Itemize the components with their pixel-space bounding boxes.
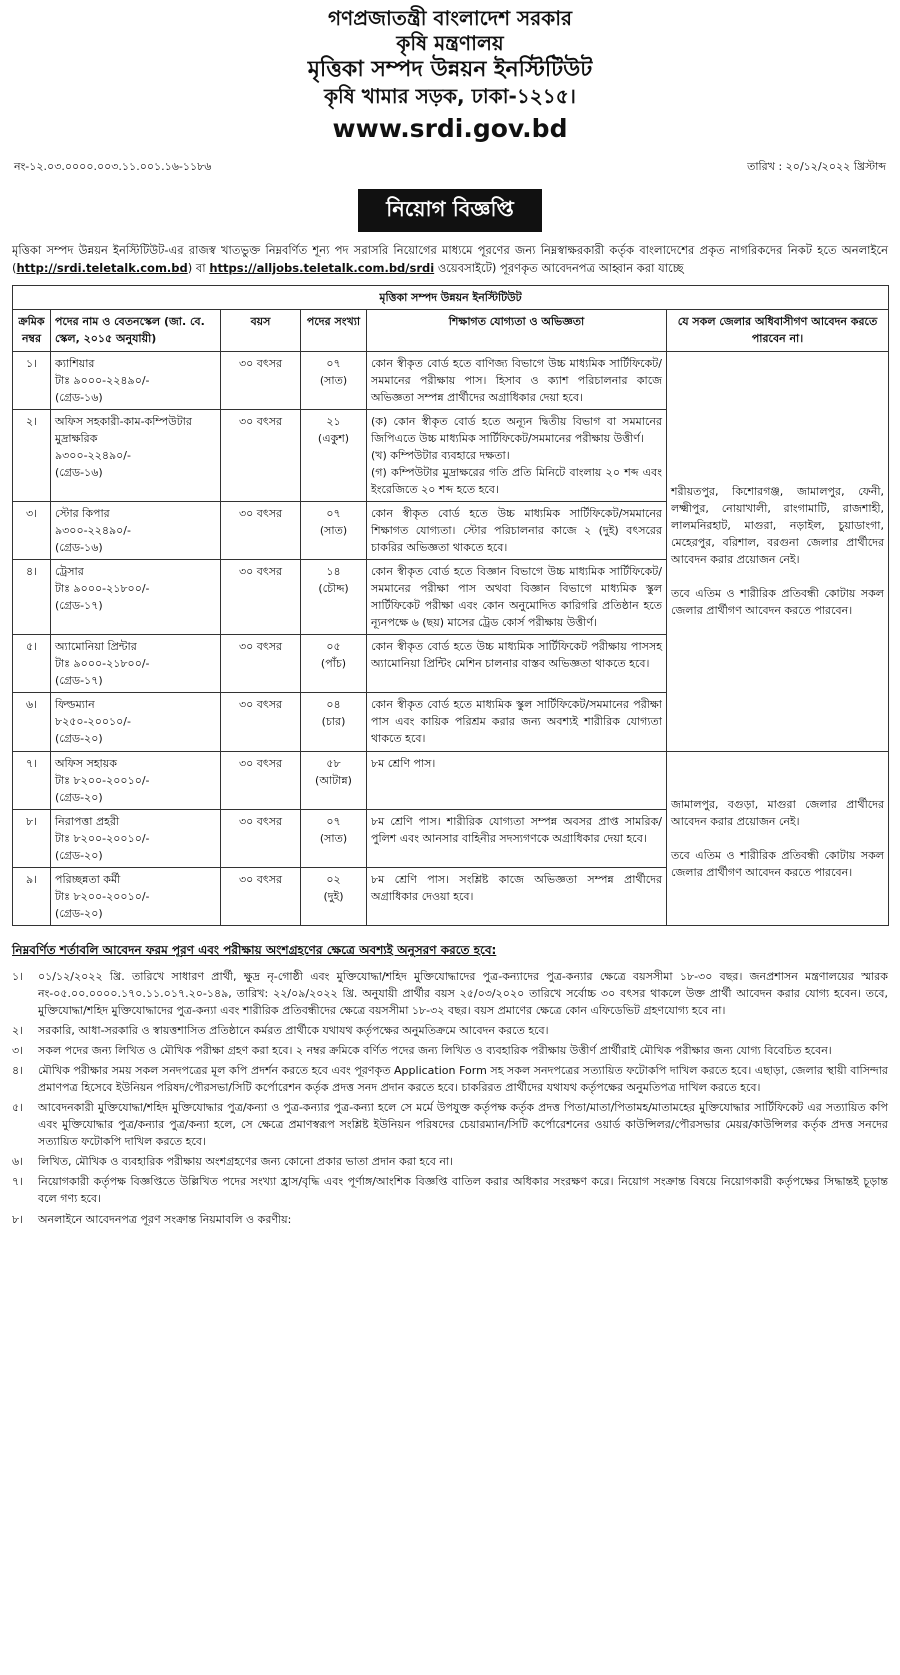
institute-website: www.srdi.gov.bd	[332, 113, 568, 143]
row-post: অফিস সহকারী-কাম-কম্পিউটার মুদ্রাক্ষরিক ৯৩০০-২২৪৯০/- (গ্রেড-১৬)	[51, 409, 221, 501]
row-count: ৫৮ (আটান্ন)	[301, 751, 367, 809]
intro-text-2: ) বা	[187, 260, 210, 275]
condition-text: সকল পদের জন্য লিখিত ও মৌখিক পরীক্ষা গ্রহণ করা হবে। ২ নম্বর ক্রমিকে বর্ণিত পদের জন্য লিখিত ও ব্যবহারিক পরীক্ষায় উত্তীর্ণ প্রার্থীরাই মৌখিক পরীক্ষার জন্য যোগ্য বিবেচিত হবেন।	[38, 1044, 832, 1058]
condition-item	[12, 1211, 888, 1228]
row-age: ৩০ বৎসর	[221, 693, 301, 751]
row-serial: ১।	[13, 351, 51, 409]
memo-number: নং-১২.০৩.০০০০.০০৩.১১.০০১.১৬-১১৮৬	[14, 159, 212, 173]
row-serial: ৯।	[13, 867, 51, 925]
row-qualification: কোন স্বীকৃত বোর্ড হতে উচ্চ মাধ্যমিক সার্টিফিকেট/সমমানের শিক্ষাগত যোগ্যতা। স্টোর পরিচালনার কাজে ২ (দুই) বৎসরের চাকরির অভিজ্ঞতা থাকতে হবে।	[367, 501, 667, 559]
row-qualification: ৮ম শ্রেণি পাস। সংশ্লিষ্ট কাজে অভিজ্ঞতা সম্পন্ন প্রার্থীদের অগ্রাধিকার দেওয়া হবে।	[367, 867, 667, 925]
condition-item	[12, 1173, 888, 1207]
condition-number: ৬।	[12, 1155, 24, 1169]
condition-number: ৩।	[12, 1044, 24, 1058]
row-qualification: কোন স্বীকৃত বোর্ড হতে উচ্চ মাধ্যমিক সার্টিফিকেট পরীক্ষায় পাসসহ অ্যামোনিয়া প্রিন্টিং মেশিন চালনার বাস্তব অভিজ্ঞতা থাকতে হবে।	[367, 635, 667, 693]
row-age: ৩০ বৎসর	[221, 409, 301, 501]
row-count: ০২ (দুই)	[301, 867, 367, 925]
condition-number: ৭।	[12, 1175, 24, 1189]
condition-text: সরকারি, আধা-সরকারি ও স্বায়ত্তশাসিত প্রতিষ্ঠানে কর্মরত প্রার্থীকে যথাযথ কর্তৃপক্ষের অনুমতিক্রমে আবেদন করতে হবে।	[38, 1024, 549, 1038]
row-count: ২১ (একুশ)	[301, 409, 367, 501]
row-count: ০৭ (সাত)	[301, 809, 367, 867]
row-serial: ২।	[13, 409, 51, 501]
govt-name: গণপ্রজাতন্ত্রী বাংলাদেশ সরকার	[328, 6, 572, 30]
intro-paragraph	[12, 242, 888, 278]
col-post: পদের নাম ও বেতনস্কেল (জা. বে. স্কেল, ২০১৫ অনুযায়ী)	[51, 310, 221, 351]
row-post: পরিচ্ছন্নতা কর্মী টাঃ ৮২০০-২০০১০/- (গ্রেড-২০)	[51, 867, 221, 925]
condition-item	[12, 1022, 888, 1039]
row-qualification: কোন স্বীকৃত বোর্ড হতে বাণিজ্য বিভাগে উচ্চ মাধ্যমিক সার্টিফিকেট/ সমমানের পরীক্ষায় পাস। হিসাব ও ক্যাশ পরিচালনার কাজে অভিজ্ঞতা সম্পন্ন প্রার্থীদের অগ্রাধিকার দেয়া হবে।	[367, 351, 667, 409]
condition-text: লিখিত, মৌখিক ও ব্যবহারিক পরীক্ষায় অংশগ্রহণের জন্য কোনো প্রকার ভাতা প্রদান করা হবে না।	[38, 1155, 454, 1169]
row-age: ৩০ বৎসর	[221, 635, 301, 693]
condition-number: ১।	[12, 969, 24, 983]
row-post: স্টোর কিপার ৯৩০০-২২৪৯০/- (গ্রেড-১৬)	[51, 501, 221, 559]
conditions-list	[12, 968, 888, 1228]
condition-text: অনলাইনে আবেদনপত্র পূরণ সংক্রান্ত নিয়মাবলি ও করণীয়:	[38, 1212, 292, 1226]
col-serial: ক্রমিক নম্বর	[13, 310, 51, 351]
row-post: অ্যামোনিয়া প্রিন্টার টাঃ ৯০০০-২১৮০০/- (গ্রেড-১৭)	[51, 635, 221, 693]
conditions-title: নিম্নবর্ণিত শর্তাবলি আবেদন ফরম পূরণ এবং পরীক্ষায় অংশগ্রহণের ক্ষেত্রে অবশ্যই অনুসরণ করতে হবে:	[12, 942, 497, 957]
condition-text: ০১/১২/২০২২ খ্রি. তারিখে সাধারণ প্রার্থী, ক্ষুদ্র নৃ-গোষ্ঠী এবং মুক্তিযোদ্ধা/শহিদ মুক্তিযোদ্ধাদের পুত্র-কন্যাদের পুত্র-কন্যার ক্ষেত্রে বয়সসীমা ১৮-৩০ বছর। জনপ্রশাসন মন্ত্রণালয়ের স্মারক নং-০৫.০০.০০০০.১৭০.১১.০১৭.২০-১৪৯, তারিখ: ২২/০৯/২০২২ খ্রি. অনুযায়ী প্রার্থীর বয়স ২৫/০৩/২০২০ তারিখে সর্বোচ্চ ৩০ বৎসর থাকলে উক্ত প্রার্থী আবেদন করার যোগ্য হবেন। তবে, মুক্তিযোদ্ধা/শহিদ মুক্তিযোদ্ধাদের পুত্র-কন্যা এবং শারীরিক প্রতিবন্ধীদের ক্ষেত্রে বয়সসীমা ১৮-৩২ বছর। বয়স প্রমাণের ক্ষেত্রে কোন এফিডেভিট গ্রহণযোগ্য হবে না।	[38, 969, 888, 1018]
condition-item	[12, 1099, 888, 1150]
letterhead	[12, 6, 888, 144]
row-count: ০৭ (সাত)	[301, 351, 367, 409]
table-header-row	[13, 310, 889, 351]
condition-number: ৫।	[12, 1101, 24, 1115]
row-count: ০৭ (সাত)	[301, 501, 367, 559]
condition-item	[12, 1153, 888, 1170]
row-qualification: কোন স্বীকৃত বোর্ড হতে বিজ্ঞান বিভাগে উচ্চ মাধ্যমিক সার্টিফিকেট/সমমানের পরীক্ষা পাস অথবা বিজ্ঞান বিভাগে মাধ্যমিক স্কুল সার্টিফিকেট পরীক্ষা এবং কোন অনুমোদিত কারিগরি প্রতিষ্ঠান হতে ন্যূনপক্ষে ৬ (ছয়) মাসের ট্রেড কোর্স পরীক্ষায় উত্তীর্ণ।	[367, 560, 667, 635]
col-qualification: শিক্ষাগত যোগ্যতা ও অভিজ্ঞতা	[367, 310, 667, 351]
row-age: ৩০ বৎসর	[221, 751, 301, 809]
condition-text: মৌখিক পরীক্ষার সময় সকল সনদপত্রের মূল কপি প্রদর্শন করতে হবে এবং পূরণকৃত Application Form সহ সকল সনদপত্রের সত্যায়িত ফটোকপি দাখিল করতে হবে। এছাড়া, জেলার স্থায়ী বাসিন্দার প্রমাণপত্র হিসেবে ইউনিয়ন পরিষদ/পৌরসভা/সিটি কর্পোরেশন কর্তৃক প্রদত্ত সনদ প্রদান করতে হবে। চাকরিরত প্রার্থীদের যথাযথ কর্তৃপক্ষের অনুমতিপত্র দাখিল করতে হবে।	[38, 1064, 888, 1095]
apply-link-1: http://srdi.teletalk.com.bd	[16, 260, 188, 275]
row-age: ৩০ বৎসর	[221, 351, 301, 409]
row-serial: ৭।	[13, 751, 51, 809]
col-districts: যে সকল জেলার অধিবাসীগণ আবেদন করতে পারবেন না।	[667, 310, 889, 351]
row-count: ১৪ (চৌদ্দ)	[301, 560, 367, 635]
row-qualification: কোন স্বীকৃত বোর্ড হতে মাধ্যমিক স্কুল সার্টিফিকেট/সমমানের পরীক্ষা পাস এবং কায়িক পরিশ্রম করার জন্য অবশ্যই শারীরিক যোগ্যতা থাকতে হবে।	[367, 693, 667, 751]
row-post: নিরাপত্তা প্রহরী টাঃ ৮২০০-২০০১০/- (গ্রেড-২০)	[51, 809, 221, 867]
col-count: পদের সংখ্যা	[301, 310, 367, 351]
row-post: অফিস সহায়ক টাঃ ৮২০০-২০০১০/- (গ্রেড-২০)	[51, 751, 221, 809]
condition-text: আবেদনকারী মুক্তিযোদ্ধা/শহিদ মুক্তিযোদ্ধার পুত্র/কন্যা ও পুত্র-কন্যার পুত্র-কন্যা হলে সে মর্মে উপযুক্ত কর্তৃপক্ষ কর্তৃক প্রদত্ত পিতা/মাতা/পিতামহ/মাতামহের মুক্তিযোদ্ধার সার্টিফিকেট এর সত্যায়িত কপি এবং মুক্তিযোদ্ধার পুত্র/কন্যার পুত্র/কন্যা হলে, সে ক্ষেত্রে প্রমাণস্বরূপ সংশ্লিষ্ট ইউনিয়ন পরিষদের চেয়ারম্যান/সিটি কর্পোরেশনের ওয়ার্ড কাউন্সিলর/পৌরসভার মেয়র/কাউন্সিলর কর্তৃক প্রদত্ত সনদের সত্যায়িত ফটোকপি দাখিল করতে হবে।	[38, 1101, 888, 1149]
condition-text: নিয়োগকারী কর্তৃপক্ষ বিজ্ঞপ্তিতে উল্লিখিত পদের সংখ্যা হ্রাস/বৃদ্ধি এবং পূর্ণাঙ্গ/আংশিক বিজ্ঞপ্তি বাতিল করার অধিকার সংরক্ষণ করে। নিয়োগ সংক্রান্ত বিষয়ে নিয়োগকারী কর্তৃপক্ষের সিদ্ধান্তই চূড়ান্ত বলে গণ্য হবে।	[38, 1175, 888, 1206]
condition-item	[12, 968, 888, 1019]
notice-title: নিয়োগ বিজ্ঞপ্তি	[358, 189, 542, 232]
row-serial: ৫।	[13, 635, 51, 693]
row-serial: ৬।	[13, 693, 51, 751]
row-count: ০৫ (পাঁচ)	[301, 635, 367, 693]
notice-date: তারিখ : ২০/১২/২০২২ খ্রিস্টাব্দ	[747, 159, 886, 173]
condition-item	[12, 1042, 888, 1059]
condition-item	[12, 1062, 888, 1096]
notice-title-box	[12, 189, 888, 232]
table-org-name: মৃত্তিকা সম্পদ উন্নয়ন ইনস্টিটিউট	[13, 286, 889, 310]
restricted-districts-a: শরীয়তপুর, কিশোরগঞ্জ, জামালপুর, ফেনী, লক্ষ্মীপুর, নোয়াখালী, রাংগামাটি, রাজশাহী, লালমনিরহাট, মাগুরা, নড়াইল, চুয়াডাংগা, মেহেরপুর, বরিশাল, বরগুনা জেলার প্রার্থীদের আবেদন করার প্রয়োজন নেই। তবে এতিম ও শারীরিক প্রতিবন্ধী কোটায় সকল জেলার প্রার্থীগণ আবেদন করতে পারবেন।	[667, 351, 889, 751]
row-serial: ৮।	[13, 809, 51, 867]
condition-number: ৮।	[12, 1212, 24, 1226]
condition-number: ২।	[12, 1024, 24, 1038]
row-serial: ৩।	[13, 501, 51, 559]
row-serial: ৪।	[13, 560, 51, 635]
reference-row	[12, 158, 888, 177]
row-qualification: ৮ম শ্রেণি পাস।	[367, 751, 667, 809]
ministry-name: কৃষি মন্ত্রণালয়	[396, 31, 504, 55]
institute-name: মৃত্তিকা সম্পদ উন্নয়ন ইনস্টিটিউট	[307, 57, 593, 82]
row-qualification: (ক) কোন স্বীকৃত বোর্ড হতে অন্যূন দ্বিতীয় বিভাগ বা সমমানের জিপিএতে উচ্চ মাধ্যমিক সার্টিফিকেট/সমমানের পরীক্ষায় উত্তীর্ণ। (খ) কম্পিউটার ব্যবহারে দক্ষতা। (গ) কম্পিউটার মুদ্রাক্ষরের গতি প্রতি মিনিটে বাংলায় ২০ শব্দ এবং ইংরেজিতে ২০ শব্দ হতে হবে।	[367, 409, 667, 501]
row-post: ক্যাশিয়ার টাঃ ৯০০০-২২৪৯০/- (গ্রেড-১৬)	[51, 351, 221, 409]
table-row	[13, 351, 889, 409]
row-post: ট্রেসার টাঃ ৯০০০-২১৮০০/- (গ্রেড-১৭)	[51, 560, 221, 635]
row-count: ০৪ (চার)	[301, 693, 367, 751]
row-age: ৩০ বৎসর	[221, 809, 301, 867]
intro-text-1: মৃত্তিকা সম্পদ উন্নয়ন ইনস্টিটিউট-এর রাজস্ব খাতভুক্ত নিম্নবর্ণিত শূন্য পদ সরাসরি নিয়োগের মাধ্যমে পূরণের জন্য নিম্নস্বাক্ষরকারী কর্তৃক বাংলাদেশের প্রকৃত নাগরিকদের নিকট হতে অনলাইনে (	[12, 242, 888, 275]
row-age: ৩০ বৎসর	[221, 501, 301, 559]
restricted-districts-b: জামালপুর, বগুড়া, মাগুরা জেলার প্রার্থীদের আবেদন করার প্রয়োজন নেই। তবে এতিম ও শারীরিক প্রতিবন্ধী কোটায় সকল জেলার প্রার্থীগণ আবেদন করতে পারবেন।	[667, 751, 889, 925]
intro-text-3: ওয়েবসাইটে) পূরণকৃত আবেদনপত্র আহ্বান করা যাচ্ছে	[434, 260, 684, 275]
institute-address: কৃষি খামার সড়ক, ঢাকা-১২১৫।	[324, 83, 576, 108]
row-qualification: ৮ম শ্রেণি পাস। শারীরিক যোগ্যতা সম্পন্ন অবসর প্রাপ্ত সামরিক/পুলিশ এবং আনসার বাহিনীর সদস্যগণকে অগ্রাধিকার দেয়া হবে।	[367, 809, 667, 867]
table-row	[13, 751, 889, 809]
vacancy-table	[12, 285, 889, 926]
col-age: বয়স	[221, 310, 301, 351]
row-post: ফিল্ডম্যান ৮২৫০-২০০১০/- (গ্রেড-২০)	[51, 693, 221, 751]
condition-number: ৪।	[12, 1064, 24, 1078]
row-age: ৩০ বৎসর	[221, 867, 301, 925]
apply-link-2: https://alljobs.teletalk.com.bd/srdi	[209, 260, 435, 275]
row-age: ৩০ বৎসর	[221, 560, 301, 635]
